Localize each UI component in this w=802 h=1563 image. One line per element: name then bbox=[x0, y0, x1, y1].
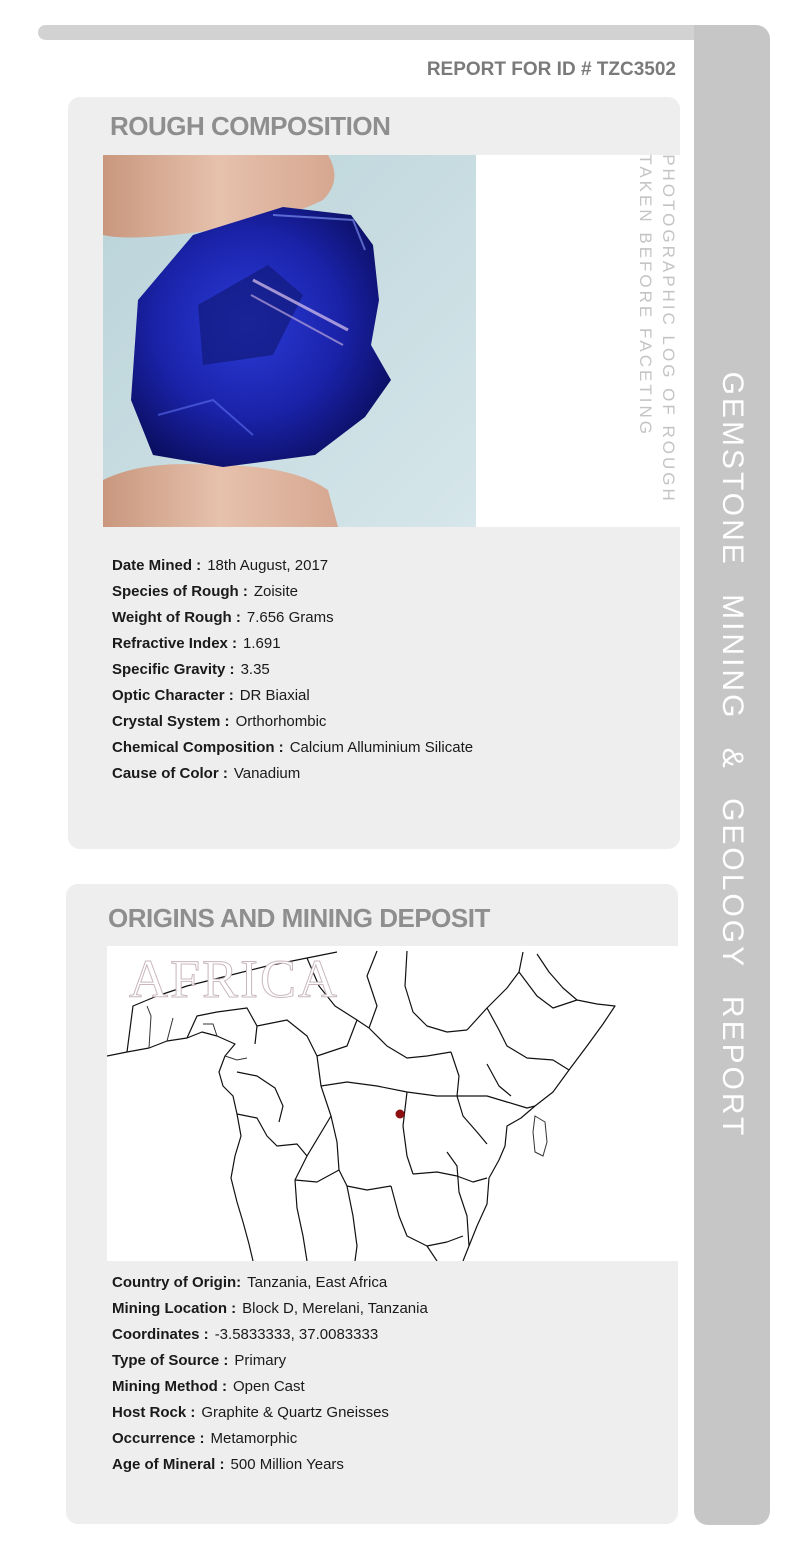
spec-label: Occurrence : bbox=[112, 1430, 205, 1447]
spec-occurrence bbox=[112, 1429, 428, 1455]
spec-species bbox=[112, 582, 473, 608]
spec-label: Weight of Rough : bbox=[112, 609, 241, 626]
spec-label: Country of Origin: bbox=[112, 1274, 242, 1291]
spec-value: Calcium Alluminium Silicate bbox=[289, 739, 474, 756]
spec-crystal-system bbox=[112, 712, 473, 738]
photo-caption-line-1: PHOTOGRAPHIC LOG OF ROUGH bbox=[659, 154, 678, 504]
spec-age-of-mineral bbox=[112, 1455, 428, 1481]
top-decorative-bar bbox=[38, 25, 728, 40]
spec-label: Cause of Color : bbox=[112, 765, 228, 782]
spec-label: Mining Location : bbox=[112, 1300, 237, 1317]
spec-label: Crystal System : bbox=[112, 713, 230, 730]
rough-photo-panel bbox=[103, 155, 680, 527]
spec-country-of-origin bbox=[112, 1273, 428, 1299]
spec-refractive-index bbox=[112, 634, 473, 660]
spec-label: Optic Character : bbox=[112, 687, 234, 704]
spec-label: Date Mined : bbox=[112, 557, 202, 574]
spec-value: 3.35 bbox=[240, 661, 270, 678]
spec-value: Graphite & Quartz Gneisses bbox=[201, 1404, 389, 1421]
spec-value: 7.656 Grams bbox=[246, 609, 334, 626]
spec-optic-character bbox=[112, 686, 473, 712]
spec-coordinates bbox=[112, 1325, 428, 1351]
mine-location-marker bbox=[396, 1110, 405, 1119]
spec-value: Tanzania, East Africa bbox=[247, 1274, 388, 1291]
spec-value: Orthorhombic bbox=[235, 713, 327, 730]
spec-value: DR Biaxial bbox=[239, 687, 310, 704]
spec-label: Age of Mineral : bbox=[112, 1456, 225, 1473]
spec-value: 1.691 bbox=[243, 635, 281, 652]
photo-caption bbox=[634, 154, 680, 504]
spec-label: Host Rock : bbox=[112, 1404, 196, 1421]
spec-date-mined bbox=[112, 556, 473, 582]
spec-value: -3.5833333, 37.0083333 bbox=[214, 1326, 379, 1343]
spec-value: 500 Million Years bbox=[230, 1456, 344, 1473]
spec-value: Open Cast bbox=[232, 1378, 305, 1395]
spec-mining-method bbox=[112, 1377, 428, 1403]
report-id: REPORT FOR ID # TZC3502 bbox=[426, 59, 676, 80]
spec-label: Coordinates : bbox=[112, 1326, 209, 1343]
spec-label: Species of Rough : bbox=[112, 583, 248, 600]
spec-weight bbox=[112, 608, 473, 634]
spec-label: Refractive Index : bbox=[112, 635, 238, 652]
rough-gemstone-photo bbox=[103, 155, 476, 527]
africa-map-panel bbox=[107, 946, 678, 1261]
spec-chemical-composition bbox=[112, 738, 473, 764]
origins-title: ORIGINS AND MINING DEPOSIT bbox=[108, 903, 490, 933]
rough-specs-list bbox=[112, 556, 473, 790]
spec-value: Primary bbox=[234, 1352, 287, 1369]
photo-caption-line-2: TAKEN BEFORE FACETING bbox=[636, 154, 655, 437]
spec-value: Zoisite bbox=[253, 583, 299, 600]
spec-cause-of-color bbox=[112, 764, 473, 790]
origins-specs-list bbox=[112, 1273, 428, 1481]
report-side-title: GEMSTONE MINING & GEOLOGY REPORT bbox=[716, 371, 749, 1139]
spec-label: Mining Method : bbox=[112, 1378, 227, 1395]
spec-value: Vanadium bbox=[233, 765, 301, 782]
spec-label: Specific Gravity : bbox=[112, 661, 235, 678]
spec-specific-gravity bbox=[112, 660, 473, 686]
spec-type-of-source bbox=[112, 1351, 428, 1377]
spec-label: Type of Source : bbox=[112, 1352, 229, 1369]
spec-mining-location bbox=[112, 1299, 428, 1325]
spec-label: Chemical Composition : bbox=[112, 739, 284, 756]
spec-value: 18th August, 2017 bbox=[207, 557, 329, 574]
rough-composition-title: ROUGH COMPOSITION bbox=[110, 111, 391, 141]
spec-host-rock bbox=[112, 1403, 428, 1429]
map-title: AFRICA bbox=[129, 949, 340, 1009]
spec-value: Metamorphic bbox=[210, 1430, 298, 1447]
spec-value: Block D, Merelani, Tanzania bbox=[242, 1300, 428, 1317]
